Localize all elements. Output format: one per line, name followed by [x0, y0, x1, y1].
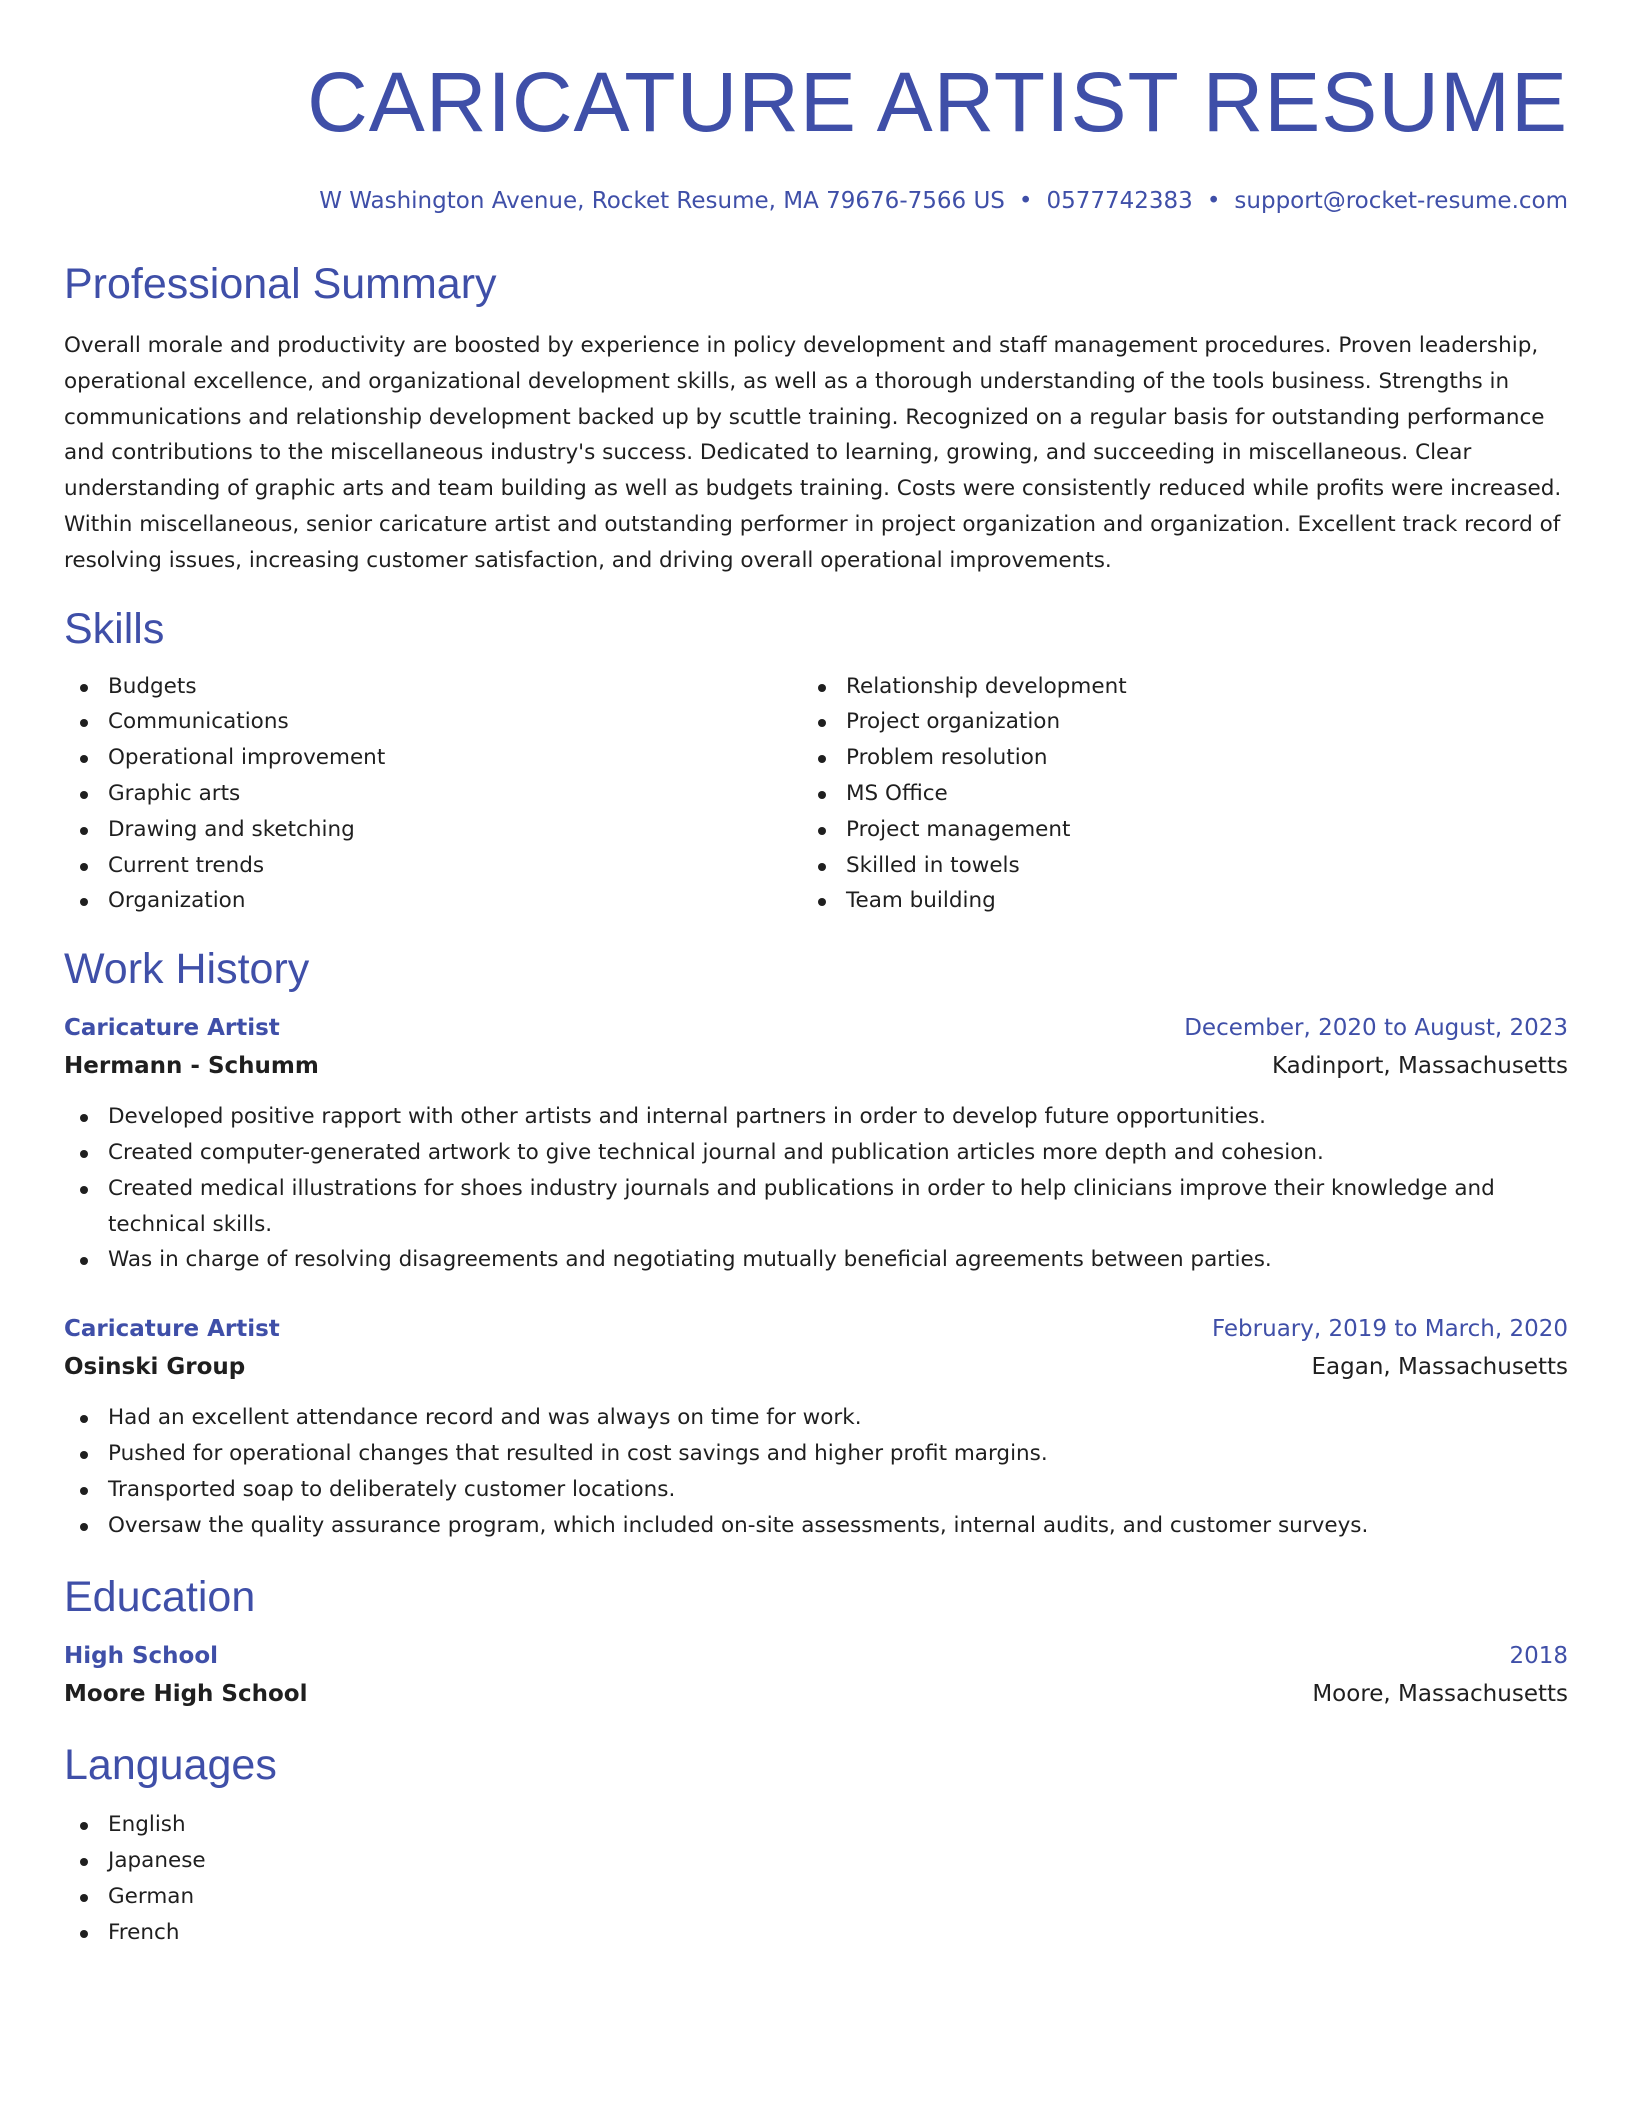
contact-address: W Washington Avenue, Rocket Resume, MA 79676-7566 US — [319, 188, 1005, 214]
job-bullets — [64, 1400, 1568, 1543]
contact-separator: • — [1206, 188, 1221, 214]
skill-item: Skilled in towels — [802, 848, 1540, 884]
summary-text: Overall morale and productivity are boosted by experience in policy development and staff management procedures. Proven leadership, operational excellence, and organizational development skills, as well as a thorough understanding of the tools business. Strengths in communications and relationship development backed up by scuttle training. Recognized on a regular basis for outstanding performance and contributions to the miscellaneous industry's success. Dedicated to learning, growing, and succeeding in miscellaneous. Clear understanding of graphic arts and team building as well as budgets training. Costs were consistently reduced while profits were increased. Within miscellaneous, senior caricature artist and outstanding performer in project organization and organization. Excellent track record of resolving issues, increasing customer satisfaction, and driving overall operational improvements. — [64, 333, 1562, 573]
skills-list-left — [64, 669, 802, 920]
skill-item: Communications — [64, 704, 802, 740]
resume-title: CARICATURE ARTIST RESUME — [307, 55, 1568, 149]
skill-item: Current trends — [64, 848, 802, 884]
contact-phone: 0577742383 — [1046, 188, 1193, 214]
job-bullet: Pushed for operational changes that resulted in cost savings and higher profit margins. — [64, 1436, 1568, 1472]
work-history-heading: Work History — [64, 945, 310, 994]
education-heading: Education — [64, 1573, 256, 1622]
education-header-row — [64, 1637, 1568, 1675]
skill-item: Operational improvement — [64, 740, 802, 776]
job-header-row — [64, 1009, 1568, 1047]
job-entry — [64, 1310, 1568, 1543]
job-entry — [64, 1009, 1568, 1278]
education-degree: High School — [64, 1643, 219, 1670]
job-bullet: Had an excellent attendance record and was always on time for work. — [64, 1400, 1568, 1436]
job-header-row — [64, 1310, 1568, 1348]
education-entry — [64, 1637, 1568, 1713]
job-company: Osinski Group — [64, 1354, 246, 1381]
education-location: Moore, Massachusetts — [1312, 1681, 1568, 1708]
skill-item: Organization — [64, 883, 802, 919]
job-bullets — [64, 1099, 1568, 1278]
contact-separator: • — [1018, 188, 1033, 214]
job-bullet: Developed positive rapport with other artists and internal partners in order to develop future opportunities. — [64, 1099, 1568, 1135]
skill-item: Project organization — [802, 704, 1540, 740]
job-bullet: Created medical illustrations for shoes industry journals and publications in order to help clinicians improve their knowledge and technical skills. — [64, 1171, 1568, 1243]
skills-heading: Skills — [64, 604, 165, 653]
job-title: Caricature Artist — [64, 1316, 280, 1343]
languages-heading: Languages — [64, 1741, 277, 1790]
job-dates: December, 2020 to August, 2023 — [1184, 1015, 1568, 1042]
job-title: Caricature Artist — [64, 1015, 280, 1042]
education-school-row — [64, 1675, 1568, 1713]
job-company-row — [64, 1348, 1568, 1386]
skill-item: Graphic arts — [64, 776, 802, 812]
contact-line — [64, 186, 1568, 216]
job-company-row — [64, 1047, 1568, 1085]
skills-grid — [64, 669, 1568, 920]
education-school: Moore High School — [64, 1681, 308, 1708]
skill-item: Relationship development — [802, 669, 1540, 705]
skill-item: Project management — [802, 812, 1540, 848]
language-item: Japanese — [64, 1843, 1568, 1879]
job-bullet: Oversaw the quality assurance program, which included on-site assessments, internal audits, and customer surveys. — [64, 1508, 1568, 1544]
job-location: Kadinport, Massachusetts — [1271, 1053, 1568, 1080]
job-bullet: Created computer-generated artwork to give technical journal and publication articles more depth and cohesion. — [64, 1135, 1568, 1171]
language-item: French — [64, 1915, 1568, 1951]
skill-item: Budgets — [64, 669, 802, 705]
language-item: English — [64, 1807, 1568, 1843]
job-company: Hermann - Schumm — [64, 1053, 319, 1080]
skill-item: MS Office — [802, 776, 1540, 812]
skill-item: Team building — [802, 883, 1540, 919]
education-year: 2018 — [1509, 1643, 1568, 1670]
summary-heading: Professional Summary — [64, 260, 497, 308]
job-dates: February, 2019 to March, 2020 — [1211, 1316, 1568, 1343]
languages-list — [64, 1807, 1568, 1950]
language-item: German — [64, 1879, 1568, 1915]
job-location: Eagan, Massachusetts — [1311, 1354, 1568, 1381]
skill-item: Problem resolution — [802, 740, 1540, 776]
skills-list-right — [802, 669, 1540, 920]
skill-item: Drawing and sketching — [64, 812, 802, 848]
job-bullet: Transported soap to deliberately customer locations. — [64, 1472, 1568, 1508]
job-bullet: Was in charge of resolving disagreements and negotiating mutually beneficial agreements between parties. — [64, 1242, 1568, 1278]
contact-email[interactable]: support@rocket-resume.com — [1234, 188, 1568, 214]
